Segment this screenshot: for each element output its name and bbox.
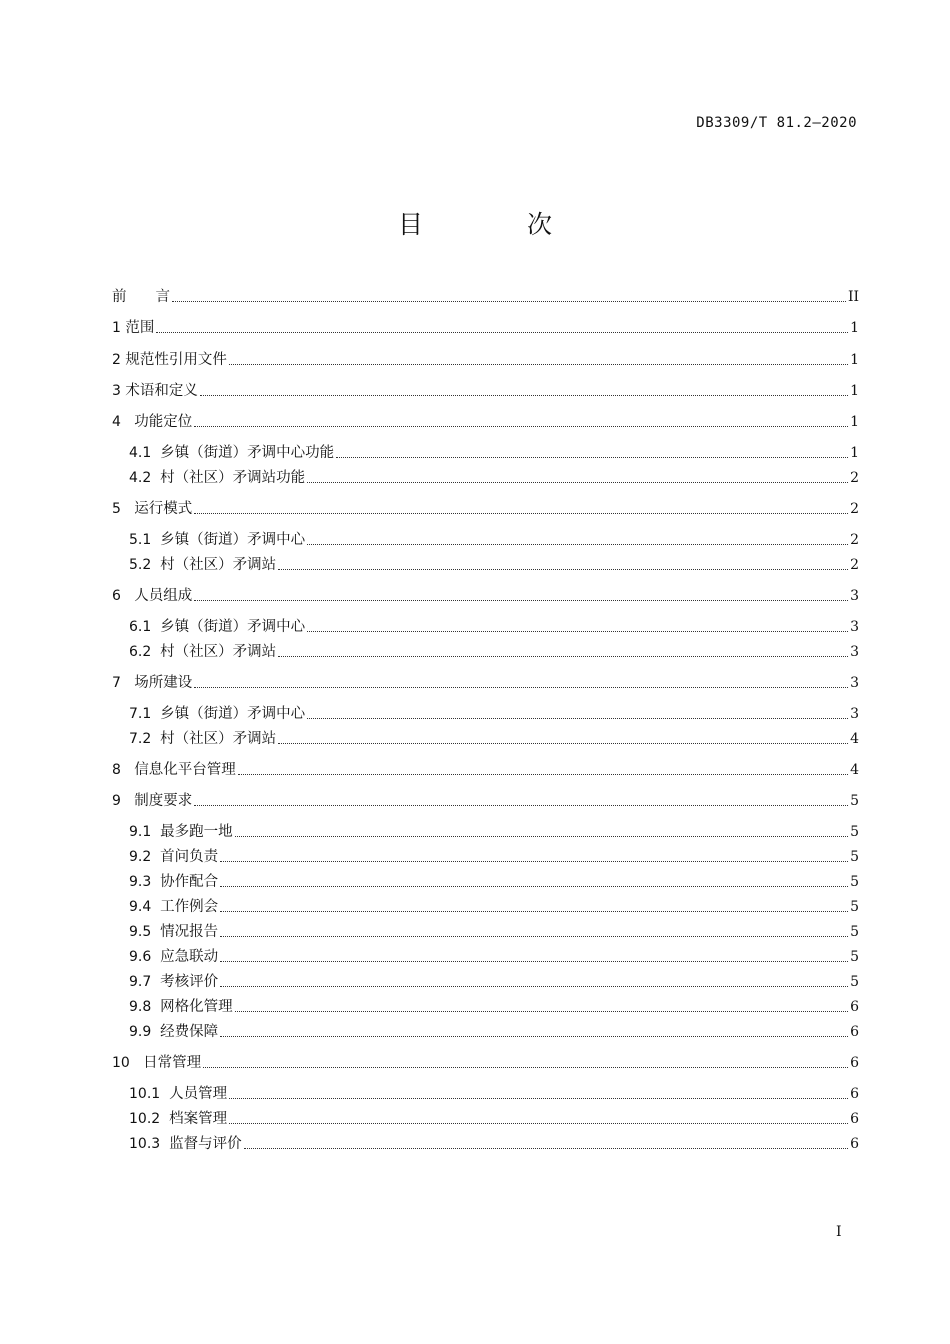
toc-entry[interactable] <box>112 791 859 811</box>
toc-entry-page: 3 <box>850 619 859 635</box>
dot-leader <box>307 481 848 483</box>
toc-entry-label: 人员管理 <box>169 1086 228 1102</box>
toc-entry[interactable] <box>112 350 859 370</box>
toc-entry[interactable] <box>112 318 859 338</box>
toc-entry-number: 10 <box>112 1055 144 1071</box>
toc-entry[interactable] <box>129 729 859 749</box>
page-title: 目 次 <box>398 210 600 239</box>
toc-entry-number: 10.1 <box>129 1086 170 1102</box>
dot-leader <box>220 960 848 962</box>
dot-leader <box>278 655 848 657</box>
toc-entry-label: 监督与评价 <box>169 1136 242 1152</box>
toc-entry-page: 1 <box>850 445 859 461</box>
toc-entry-page: 5 <box>850 793 859 809</box>
toc-entry-label: 考核评价 <box>160 974 219 990</box>
toc-entry-label: 制度要求 <box>134 793 193 809</box>
toc-entry-label: 场所建设 <box>134 675 193 691</box>
toc-entry[interactable] <box>129 443 859 463</box>
toc-entry[interactable] <box>129 1084 859 1104</box>
toc-entry-page: 5 <box>850 949 859 965</box>
toc-entry-label: 乡镇（街道）矛调中心 <box>160 619 306 635</box>
toc-entry-page: 5 <box>850 974 859 990</box>
toc-entry-page: II <box>847 289 859 305</box>
toc-entry-number: 4.1 <box>129 445 161 461</box>
dot-leader <box>156 331 848 333</box>
toc-entry-page: 6 <box>850 1024 859 1040</box>
toc-entry-label: 经费保障 <box>160 1024 219 1040</box>
toc-entry-number: 7.1 <box>129 706 161 722</box>
dot-leader <box>235 1010 848 1012</box>
dot-leader <box>203 1066 848 1068</box>
toc-entry-label: 情况报告 <box>160 924 219 940</box>
dot-leader <box>229 1122 848 1124</box>
toc-entry-number: 4 <box>112 414 135 430</box>
toc-entry[interactable] <box>112 287 859 307</box>
toc-entry-page: 2 <box>850 557 859 573</box>
toc-entry-label: 前 言 <box>112 289 170 305</box>
toc-entry-page: 2 <box>850 532 859 548</box>
toc-entry-label: 范围 <box>125 320 155 336</box>
toc-entry-number: 6 <box>112 588 135 604</box>
toc-entry-number: 9.4 <box>129 899 161 915</box>
toc-entry-label: 最多跑一地 <box>160 824 233 840</box>
toc-entry[interactable] <box>129 1134 859 1154</box>
toc-entry-label: 术语和定义 <box>125 383 198 399</box>
dot-leader <box>194 686 848 688</box>
toc-entry[interactable] <box>129 972 859 992</box>
toc-entry[interactable] <box>129 922 859 942</box>
toc-entry-number: 6.2 <box>129 644 161 660</box>
toc-entry-page: 6 <box>850 1055 859 1071</box>
toc-entry-number: 5.2 <box>129 557 161 573</box>
toc-entry-page: 3 <box>850 644 859 660</box>
dot-leader <box>307 717 848 719</box>
toc-entry-page: 2 <box>850 501 859 517</box>
toc-entry-page: 6 <box>850 999 859 1015</box>
toc-entry[interactable] <box>112 1053 859 1073</box>
toc-entry-label: 村（社区）矛调站功能 <box>160 470 306 486</box>
toc-entry-page: 5 <box>850 824 859 840</box>
toc-entry[interactable] <box>129 897 859 917</box>
toc-entry[interactable] <box>129 1022 859 1042</box>
toc-entry-label: 规范性引用文件 <box>125 352 227 368</box>
toc-entry-number: 10.2 <box>129 1111 170 1127</box>
dot-leader <box>172 300 846 302</box>
dot-leader <box>307 630 848 632</box>
toc-entry-number: 9.1 <box>129 824 161 840</box>
toc-entry-number: 5 <box>112 501 135 517</box>
toc-entry[interactable] <box>129 530 859 550</box>
dot-leader <box>229 363 848 365</box>
toc-entry-number: 10.3 <box>129 1136 170 1152</box>
toc-entry-number: 5.1 <box>129 532 161 548</box>
toc-entry[interactable] <box>112 381 859 401</box>
toc-entry-page: 2 <box>850 470 859 486</box>
toc-entry-number: 1 <box>112 320 126 336</box>
toc-entry-number: 8 <box>112 762 135 778</box>
dot-leader <box>235 835 848 837</box>
toc-entry[interactable] <box>129 872 859 892</box>
toc-entry-number: 7 <box>112 675 135 691</box>
toc-entry[interactable] <box>129 704 859 724</box>
toc-entry[interactable] <box>129 822 859 842</box>
dot-leader <box>220 985 848 987</box>
toc-entry-number: 2 <box>112 352 126 368</box>
toc-entry-label: 网格化管理 <box>160 999 233 1015</box>
toc-entry[interactable] <box>112 412 859 432</box>
dot-leader <box>220 860 848 862</box>
toc-entry-page: 4 <box>850 731 859 747</box>
dot-leader <box>220 935 848 937</box>
toc-entry-number: 4.2 <box>129 470 161 486</box>
toc-entry-number: 9.7 <box>129 974 161 990</box>
toc-entry-page: 1 <box>850 320 859 336</box>
toc-entry-page: 1 <box>850 352 859 368</box>
dot-leader <box>220 885 848 887</box>
toc-entry-number: 9 <box>112 793 135 809</box>
toc-entry-label: 乡镇（街道）矛调中心 <box>160 706 306 722</box>
toc-entry-number: 9.2 <box>129 849 161 865</box>
toc-entry-label: 乡镇（街道）矛调中心 <box>160 532 306 548</box>
toc-entry-label: 应急联动 <box>160 949 219 965</box>
toc-entry-number: 9.3 <box>129 874 161 890</box>
toc-entry[interactable] <box>129 468 859 488</box>
toc-entry-label: 乡镇（街道）矛调中心功能 <box>160 445 335 461</box>
toc-entry[interactable] <box>112 673 859 693</box>
dot-leader <box>244 1147 849 1149</box>
toc-entry[interactable] <box>112 499 859 519</box>
dot-leader <box>220 910 848 912</box>
toc-entry[interactable] <box>112 586 859 606</box>
toc-entry-page: 5 <box>850 849 859 865</box>
dot-leader <box>220 1035 848 1037</box>
dot-leader <box>200 394 848 396</box>
toc-entry-label: 村（社区）矛调站 <box>160 731 277 747</box>
toc-entry-label: 村（社区）矛调站 <box>160 644 277 660</box>
document-code: DB3309/T 81.2—2020 <box>696 115 857 131</box>
toc-entry-label: 运行模式 <box>134 501 193 517</box>
toc-entry-page: 5 <box>850 899 859 915</box>
toc-entry-page: 1 <box>850 383 859 399</box>
toc-entry-label: 档案管理 <box>169 1111 228 1127</box>
toc-entry[interactable] <box>129 617 859 637</box>
toc-entry[interactable] <box>129 997 859 1017</box>
toc-entry-page: 3 <box>850 588 859 604</box>
dot-leader <box>194 425 848 427</box>
toc-entry-number: 7.2 <box>129 731 161 747</box>
toc-entry-page: 6 <box>850 1111 859 1127</box>
toc-entry-page: 5 <box>850 874 859 890</box>
toc-entry-label: 村（社区）矛调站 <box>160 557 277 573</box>
toc-entry[interactable] <box>129 642 859 662</box>
toc-entry[interactable] <box>129 847 859 867</box>
toc-entry-label: 功能定位 <box>134 414 193 430</box>
toc-entry-label: 信息化平台管理 <box>134 762 236 778</box>
toc-entry-number: 6.1 <box>129 619 161 635</box>
dot-leader <box>307 543 848 545</box>
page-number: I <box>836 1224 842 1240</box>
toc-entry-page: 5 <box>850 924 859 940</box>
toc-entry-label: 首问负责 <box>160 849 219 865</box>
toc-entry-number: 9.9 <box>129 1024 161 1040</box>
dot-leader <box>194 512 848 514</box>
dot-leader <box>278 742 848 744</box>
toc-entry-number: 3 <box>112 383 126 399</box>
toc-entry-number: 9.5 <box>129 924 161 940</box>
dot-leader <box>238 773 848 775</box>
toc-entry-page: 1 <box>850 414 859 430</box>
toc-entry-page: 3 <box>850 706 859 722</box>
toc-entry-page: 4 <box>850 762 859 778</box>
toc-entry-label: 日常管理 <box>143 1055 202 1071</box>
toc-entry-page: 3 <box>850 675 859 691</box>
dot-leader <box>229 1097 848 1099</box>
toc-entry[interactable] <box>112 760 859 780</box>
toc-entry[interactable] <box>129 555 859 575</box>
toc-entry-number: 9.6 <box>129 949 161 965</box>
toc-entry-number: 9.8 <box>129 999 161 1015</box>
dot-leader <box>336 456 848 458</box>
toc-entry[interactable] <box>129 1109 859 1129</box>
toc-entry-label: 人员组成 <box>134 588 193 604</box>
toc-entry-page: 6 <box>850 1136 859 1152</box>
toc-entry-label: 工作例会 <box>160 899 219 915</box>
dot-leader <box>278 568 848 570</box>
toc-entry-page: 6 <box>850 1086 859 1102</box>
toc-entry-label: 协作配合 <box>160 874 219 890</box>
dot-leader <box>194 599 848 601</box>
dot-leader <box>194 804 848 806</box>
toc-entry[interactable] <box>129 947 859 967</box>
